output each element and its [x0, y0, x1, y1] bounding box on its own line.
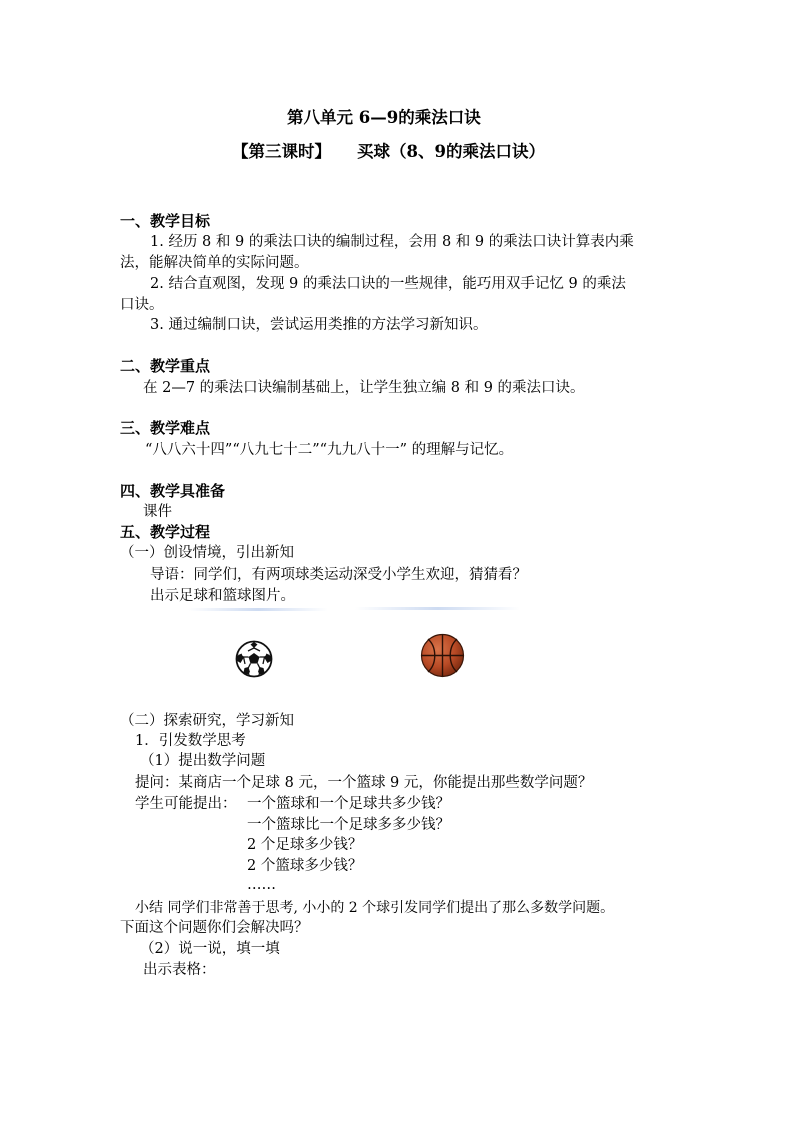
image-frame-edge	[188, 608, 328, 611]
subsection-1-2: （2）说一说，填一填	[140, 941, 280, 957]
goal-2-line-1: 2. 结合直观图，发现 9 的乘法口诀的一些规律，能巧用双手记忆 9 的乘法	[150, 276, 626, 292]
goal-1-line-2: 法，能解决简单的实际问题。	[120, 255, 309, 271]
process-part-2-heading: （二）探索研究，学习新知	[120, 713, 294, 729]
student-answer-3: 2 个足球多少钱？	[247, 837, 363, 853]
subsection-1: 1．引发数学思考	[135, 733, 246, 749]
materials-text: 课件	[143, 504, 172, 520]
goal-3: 3. 通过编制口诀，尝试运用类推的方法学习新知识。	[150, 317, 488, 333]
show-table-text: 出示表格：	[143, 962, 216, 978]
basketball-icon	[420, 633, 465, 678]
section-heading-materials: 四、教学具准备	[120, 482, 226, 500]
image-frame-edge	[355, 607, 520, 610]
soccer-ball-icon	[235, 640, 273, 678]
lesson-label: 【第三课时】	[232, 142, 331, 161]
keypoint-text: 在 2—7 的乘法口诀编制基础上，让学生独立编 8 和 9 的乘法口诀。	[143, 380, 585, 396]
student-answers-label: 学生可能提出：	[135, 796, 237, 812]
section-heading-keypoints: 二、教学重点	[120, 357, 211, 375]
show-images-text: 出示足球和篮球图片。	[150, 588, 295, 604]
section-heading-process: 五、教学过程	[120, 523, 211, 541]
student-answer-ellipsis: ……	[247, 877, 276, 893]
lesson-topic: 买球（8、9的乘法口诀）	[357, 142, 545, 161]
intro-text: 导语：同学们，有两项球类运动深受小学生欢迎，猜猜看？	[150, 567, 527, 583]
student-answer-4: 2 个篮球多少钱？	[247, 858, 363, 874]
difficulty-text: “八八六十四”“八九七十二”“九九八十一” 的理解与记忆。	[145, 442, 514, 458]
page-title: 第八单元 6—9的乘法口诀	[287, 108, 481, 127]
student-answer-2: 一个篮球比一个足球多多少钱？	[247, 817, 450, 833]
process-part-1-heading: （一）创设情境，引出新知	[120, 545, 294, 561]
question-text: 提问：某商店一个足球 8 元，一个篮球 9 元，你能提出那些数学问题？	[135, 775, 593, 791]
section-heading-difficulties: 三、教学难点	[120, 419, 211, 437]
summary-text-continued: 下面这个问题你们会解决吗？	[120, 920, 309, 936]
section-heading-goals: 一、教学目标	[120, 212, 211, 230]
goal-2-line-2: 口诀。	[120, 297, 164, 313]
summary-text: 小结 同学们非常善于思考, 小小的 2 个球引发同学们提出了那么多数学问题。	[135, 900, 615, 916]
student-answer-1: 一个篮球和一个足球共多少钱？	[247, 796, 450, 812]
goal-1-line-1: 1. 经历 8 和 9 的乘法口诀的编制过程，会用 8 和 9 的乘法口诀计算表内乘	[150, 234, 634, 250]
subsection-1-1: （1）提出数学问题	[140, 753, 266, 769]
